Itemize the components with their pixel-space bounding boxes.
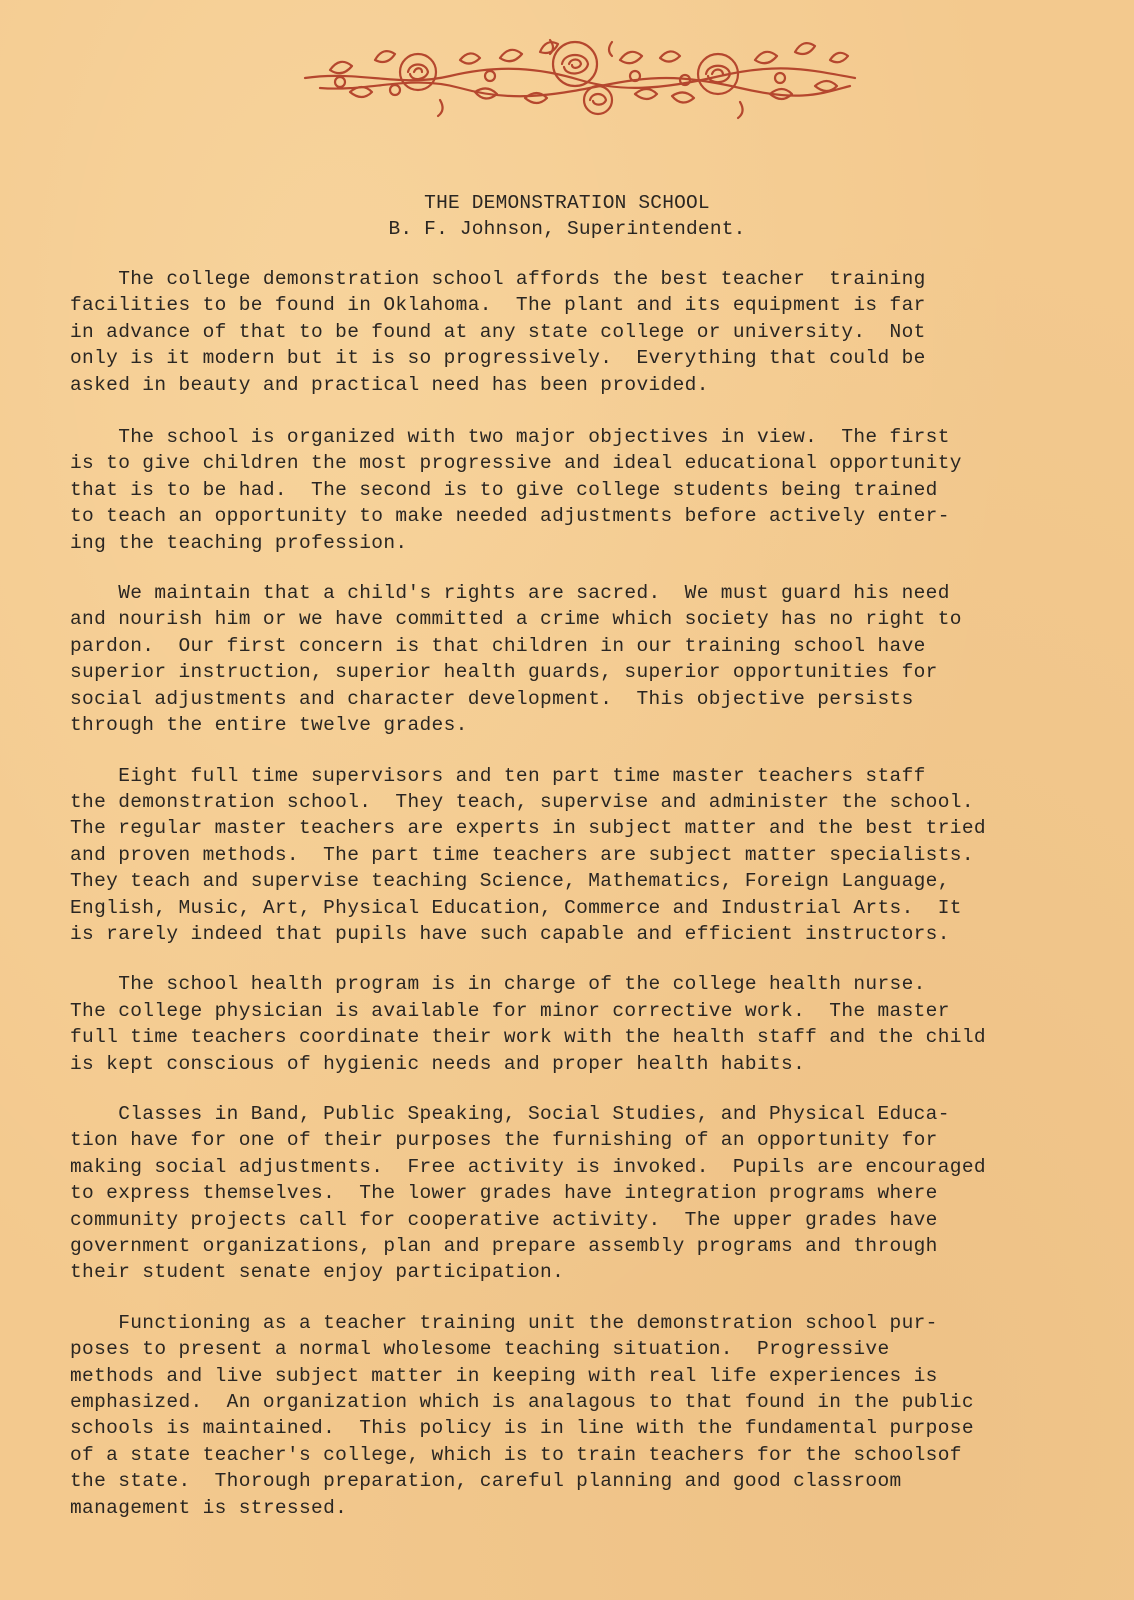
paragraph-6: [70, 1101, 1090, 1286]
text-line: and nourish him or we have committed a crime which society has no right to: [70, 608, 962, 631]
text-line: the demonstration school. They teach, supervise and administer the school.: [70, 790, 974, 813]
text-line: full time teachers coordinate their work with the health staff and the child: [70, 1026, 986, 1049]
text-line: We maintain that a child's rights are sacred. We must guard his need: [70, 582, 950, 605]
paragraph-5: [70, 971, 1090, 1077]
paragraph-7: [70, 1310, 1090, 1521]
text-line: Functioning as a teacher training unit the demonstration school pur-: [70, 1311, 938, 1334]
text-line: The school is organized with two major objectives in view. The first: [70, 426, 950, 449]
document-body: [70, 266, 1090, 1545]
text-line: They teach and supervise teaching Science, Mathematics, Foreign Language,: [70, 870, 950, 893]
text-line: The college demonstration school affords the best teacher training: [70, 268, 926, 290]
paragraph-2: [70, 424, 1090, 556]
text-line: Eight full time supervisors and ten part time master teachers staff: [70, 764, 926, 787]
text-line: The school health program is in charge of the college health nurse.: [70, 973, 926, 996]
text-line: facilities to be found in Oklahoma. The plant and its equipment is far: [70, 294, 926, 317]
document-heading: [0, 190, 1134, 242]
text-line: tion have for one of their purposes the furnishing of an opportunity for: [70, 1129, 938, 1152]
text-line: Classes in Band, Public Speaking, Social Studies, and Physical Educa-: [70, 1102, 950, 1125]
text-line: in advance of that to be found at any state college or university. Not: [70, 320, 926, 343]
paragraph-3: [70, 580, 1090, 738]
text-line: community projects call for cooperative activity. The upper grades have: [70, 1208, 938, 1231]
text-line: emphasized. An organization which is analagous to that found in the public: [70, 1391, 974, 1414]
text-line: government organizations, plan and prepare assembly programs and through: [70, 1235, 938, 1257]
text-line: only is it modern but it is so progressively. Everything that could be: [70, 347, 926, 370]
floral-rose-border-icon: [300, 30, 860, 130]
text-line: English, Music, Art, Physical Education, Commerce and Industrial Arts. It: [70, 896, 962, 919]
text-line: is to give children the most progressive and ideal educational opportunity: [70, 452, 962, 475]
text-line: through the entire twelve grades.: [70, 714, 468, 737]
text-line: The regular master teachers are experts in subject matter and the best tried: [70, 817, 986, 840]
text-line: that is to be had. The second is to give college students being trained: [70, 478, 938, 501]
text-line: poses to present a normal wholesome teaching situation. Progressive: [70, 1338, 890, 1361]
text-line: is kept conscious of hygienic needs and proper health habits.: [70, 1052, 806, 1075]
text-line: is rarely indeed that pupils have such capable and efficient instructors.: [70, 922, 950, 945]
text-line: methods and live subject matter in keeping with real life experiences is: [70, 1364, 938, 1387]
text-line: ing the teaching profession.: [70, 531, 408, 554]
paragraph-1: [70, 266, 1090, 398]
text-line: to teach an opportunity to make needed adjustments before actively enter-: [70, 505, 950, 528]
text-line: social adjustments and character development. This objective persists: [70, 687, 914, 710]
text-line: the state. Thorough preparation, careful planning and good classroom: [70, 1470, 902, 1493]
text-line: The college physician is available for minor corrective work. The master: [70, 999, 950, 1022]
text-line: pardon. Our first concern is that children in our training school have: [70, 634, 926, 657]
text-line: of a state teacher's college, which is to train teachers for the schoolsof: [70, 1443, 962, 1466]
page-title: THE DEMONSTRATION SCHOOL: [424, 192, 710, 214]
text-line: to express themselves. The lower grades have integration programs where: [70, 1182, 938, 1205]
text-line: making social adjustments. Free activity is invoked. Pupils are encouraged: [70, 1155, 986, 1178]
text-line: management is stressed.: [70, 1496, 348, 1519]
text-line: their student senate enjoy participation.: [70, 1261, 565, 1284]
text-line: superior instruction, superior health guards, superior opportunities for: [70, 661, 938, 684]
paragraph-4: [70, 763, 1090, 948]
text-line: schools is maintained. This policy is in line with the fundamental purpose: [70, 1417, 974, 1440]
text-line: and proven methods. The part time teachers are subject matter specialists.: [70, 843, 974, 866]
page-subtitle: B. F. Johnson, Superintendent.: [388, 218, 746, 240]
text-line: asked in beauty and practical need has been provided.: [70, 373, 709, 396]
